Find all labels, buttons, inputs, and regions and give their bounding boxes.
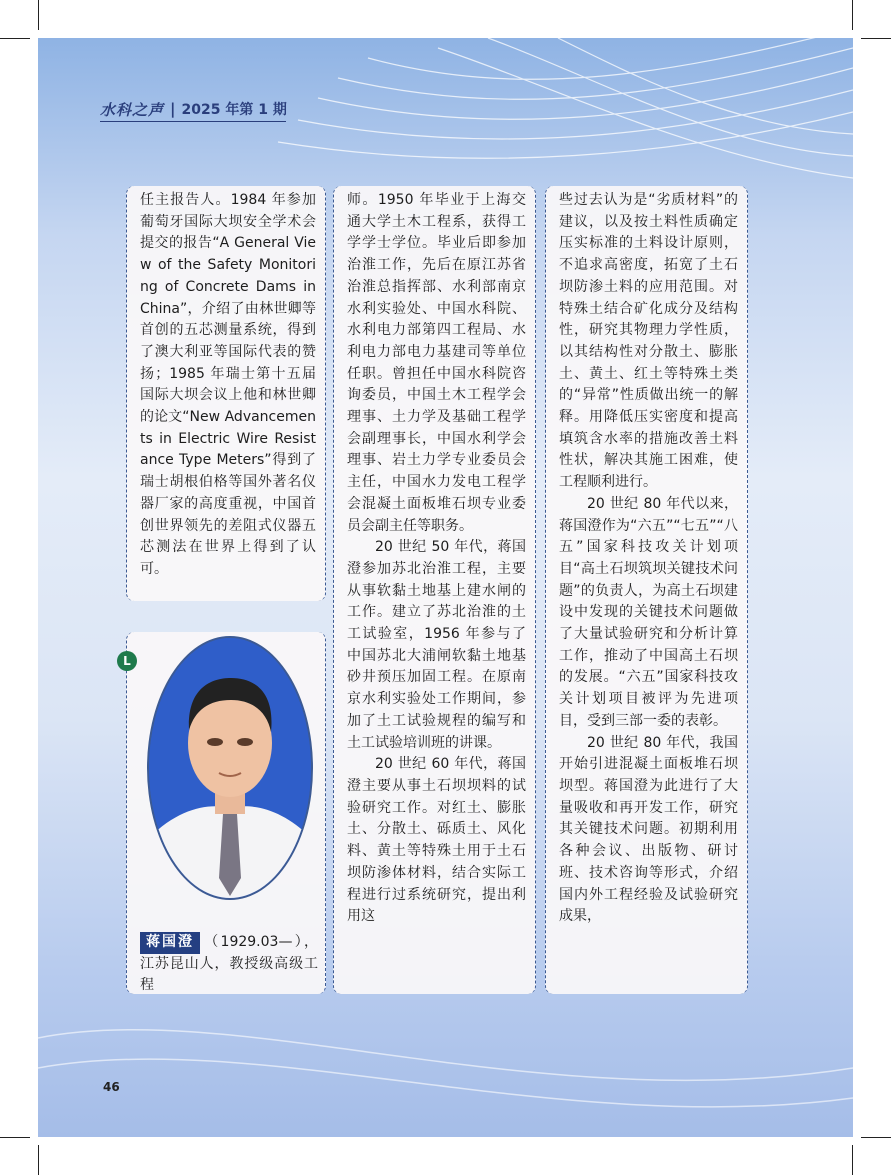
portrait-photo (147, 636, 313, 900)
page-number: 46 (103, 1080, 120, 1094)
badge-icon (117, 651, 137, 671)
header-separator: | (170, 100, 176, 118)
person-name: 蒋国澄 (140, 932, 200, 954)
badge-letter: L (123, 654, 131, 668)
paragraph: 20 世纪 50 年代，蒋国澄参加苏北治淮工程，主要从事软黏土地基上建水闸的工作。建立了苏北治淮的土工试验室，1956 年参与了中国苏北大浦闸软黏土地基砂井预压加固工程。在原南京水利实验处工作期间，参加了土工试验规程的编写和土工试验培训班的讲课。 (347, 539, 526, 751)
crop-mark (38, 1145, 39, 1175)
paragraph: 师。1950 年毕业于上海交通大学土木工程系，获得工学学士学位。毕业后即参加治淮工作，先后在原江苏省治淮总指挥部、水利部南京水利实验处、中国水科院、水利电力部第四工程局、水利电力部电力基建司等单位任职。曾担任中国水科院咨询委员，中国土木工程学会理事、土力学及基础工程学会副理事长，中国水利学会理事、岩土力学专业委员会主任，中国水力发电工程学会混凝土面板堆石坝专业委员会副主任等职务。 (347, 192, 526, 534)
paragraph: 任主报告人。1984 年参加葡萄牙国际大坝安全学术会提交的报告“A General View of the Safety Monitoring of Concrete Dams in China”，介绍了由林世卿等首创的五芯测量系统，得到了澳大利亚等国际代表的赞扬；1985 年瑞士第十五届国际大坝会议上他和林世卿的论文“New Advancements in Electric Wire Resistance Type Meters”得到了瑞士胡根伯格等国外著名仪器厂家的高度重视，中国首创世界领先的差阻式仪器五芯测法在世界上得到了认可。 (140, 192, 316, 577)
running-header (100, 97, 287, 121)
paragraph: 些过去认为是“劣质材料”的建议，以及按土料性质确定压实标准的土料设计原则，不追求高密度，拓宽了土石坝防渗土料的应用范围。对特殊土结合矿化成分及结构性，研究其物理力学性质，以其结构性对分散土、膨胀土、黄土、红土等特殊土类的“异常”性质做出统一的解释。用降低压实密度和提高填筑含水率的措施改善土料性状，解决其施工困难，使工程顺利进行。 (559, 192, 738, 491)
magazine-title: 水科之声 (100, 100, 165, 119)
paragraph: 20 世纪 80 年代，我国开始引进混凝土面板堆石坝坝型。蒋国澄为此进行了大量吸收和再开发工作，研究其关键技术问题。初期利用各种会议、出版物、研讨班、技术咨询等形式，介绍国内外工程经验及试验研究成果， (559, 734, 738, 925)
portrait-illustration (149, 638, 311, 898)
portrait-caption (140, 932, 318, 997)
crop-mark (852, 1145, 853, 1175)
text-column-1-top (126, 186, 326, 601)
text-column-2 (333, 186, 536, 994)
issue-label: 2025 年第 1 期 (181, 102, 287, 118)
crop-mark (0, 38, 30, 39)
text-column-3 (545, 186, 748, 994)
portrait-panel (126, 632, 326, 994)
crop-mark (861, 1137, 891, 1138)
header-rule (100, 121, 286, 122)
crop-mark (38, 0, 39, 30)
crop-mark (0, 1137, 30, 1138)
crop-mark (852, 0, 853, 30)
paragraph: 20 世纪 60 年代，蒋国澄主要从事土石坝坝料的试验研究工作。对红土、膨胀土、分散土、砾质土、风化料、黄土等特殊土用于土石坝防渗体材料，结合实际工程进行过系统研究，提出利用这 (347, 756, 526, 925)
caption-text: （1929.03—），江苏昆山人，教授级高级工程 (140, 934, 318, 994)
crop-mark (861, 38, 891, 39)
paragraph: 20 世纪 80 年代以来，蒋国澄作为“六五”“七五”“八五”国家科技攻关计划项目“高土石坝筑坝关键技术问题”的负责人，为高土石坝建设中发现的关键技术问题做了大量试验研究和分析计算工作，推动了中国高土石坝的发展。“六五”国家科技攻关计划项目被评为先进项目，受到三部一委的表彰。 (559, 495, 738, 729)
